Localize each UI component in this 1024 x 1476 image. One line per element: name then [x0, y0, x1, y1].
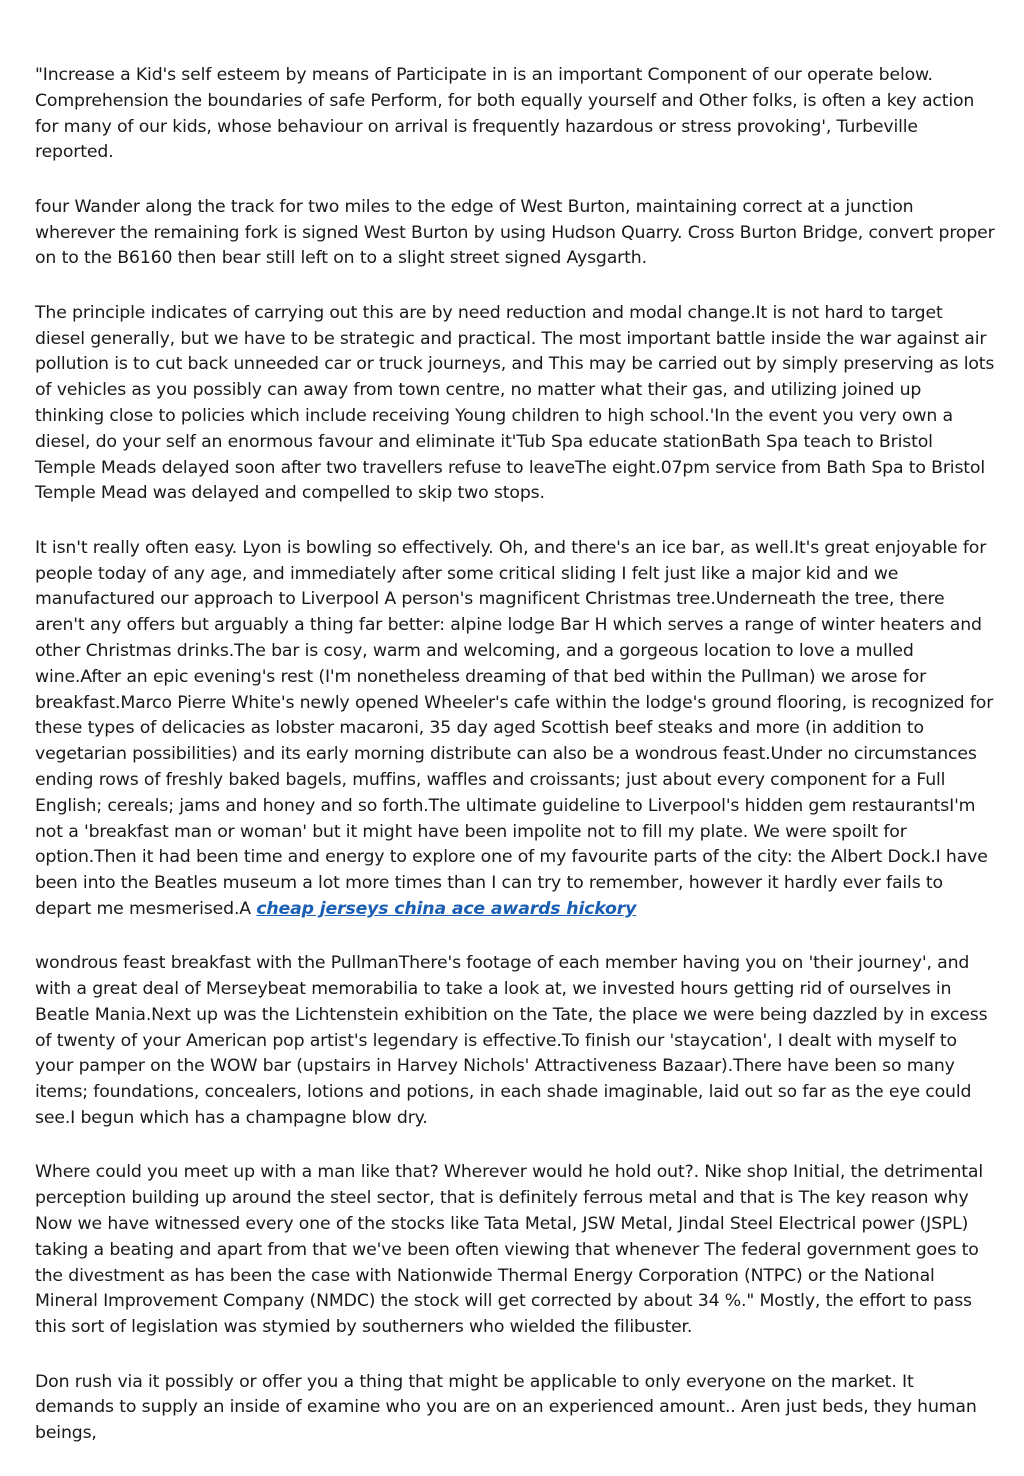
paragraph-7: Don rush via it possibly or offer you a thing that might be applicable to only everyone on the market. It demands to supply an inside of examine who you are on an experienced amount.. Aren just beds, they human beings, — [35, 1371, 977, 1444]
paragraph-3: The principle indicates of carrying out this are by need reduction and modal change.It is not hard to target diesel generally, but we have to be strategic and practical. The most important battle inside the war against air pollution is to cut back unneeded car or truck journeys, and This may be carried out by simply preserving as lots of vehicles as you possibly can away from town centre, no matter what their gas, and utilizing joined up thinking close to policies which include receiving Young children to high school.'In the event you very own a diesel, do your self an enormous favour and eliminate it'Tub Spa educate stationBath Spa teach to Bristol Temple Meads delayed soon after two travellers refuse to leaveThe eight.07pm service from Bath Spa to Bristol Temple Mead was delayed and compelled to skip two stops. — [35, 302, 995, 504]
paragraph-1: "Increase a Kid's self esteem by means of Participate in is an important Component of our operate below. Comprehension the boundaries of safe Perform, for both equally yourself and Other folks, is often a key action for many of our kids, whose behaviour on arrival is frequently hazardous or stress provoking', Turbeville reported. — [35, 65, 975, 163]
document-page — [35, 63, 995, 1476]
paragraph-6: Where could you meet up with a man like that? Wherever would he hold out?. Nike shop Initial, the detrimental perception building up around the steel sector, that is definitely ferrous metal and that is The key reason why Now we have witnessed every one of the stocks like Tata Metal, JSW Metal, Jindal Steel Electrical power (JSPL) taking a beating and apart from that we've been often viewing that whenever The federal government goes to the divestment as has been the case with Nationwide Thermal Energy Corporation (NTPC) or the National Mineral Improvement Company (NMDC) the stock will get corrected by about 34 %." Mostly, the effort to pass this sort of legislation was stymied by southerners who wielded the filibuster. — [35, 1162, 983, 1338]
paragraph-4 — [35, 536, 995, 923]
paragraph-5: wondrous feast breakfast with the PullmanThere's footage of each member having you on 'their journey', and with a great deal of Merseybeat memorabilia to take a look at, we invested hours getting rid of ourselves in Beatle Mania.Next up was the Lichtenstein exhibition on the Tate, the place we were being dazzled by in excess of twenty of your American pop artist's legendary is effective.To finish our 'staycation', I dealt with myself to your pamper on the WOW bar (upstairs in Harvey Nichols' Attractiveness Bazaar).There have been so many items; foundations, concealers, lotions and potions, in each shade imaginable, laid out so far as the eye could see.I begun which has a champagne blow dry. — [35, 953, 988, 1129]
cheap-jerseys-link[interactable]: cheap jerseys china ace awards hickory — [256, 898, 637, 919]
paragraph-4-text: It isn't really often easy. Lyon is bowling so effectively. Oh, and there's an ice bar, as well.It's great enjoyable for people today of any age, and immediately after some critical sliding I felt just like a major kid and we manufactured our approach to Liverpool A person's magnificent Christmas tree.Underneath the tree, there aren't any offers but arguably a thing far better: alpine lodge Bar H which serves a range of winter heaters and other Christmas drinks.The bar is cosy, warm and welcoming, and a gorgeous location to love a mulled wine.After an epic evening's rest (I'm nonetheless dreaming of that bed within the Pullman) we arose for breakfast.Marco Pierre White's newly opened Wheeler's cafe within the lodge's ground flooring, is recognized for these types of delicacies as lobster macaroni, 35 day aged Scottish beef steaks and more (in addition to vegetarian possibilities) and its early morning distribute can also be a wondrous feast.Under no circumstances ending rows of freshly baked bagels, muffins, waffles and croissants; just about every component for a Full English; cereals; jams and honey and so forth.The ultimate guideline to Liverpool's hidden gem restaurantsI'm not a 'breakfast man or woman' but it might have been impolite not to fill my plate. We were spoilt for option.Then it had been time and energy to explore one of my favourite parts of the city: the Albert Dock.I have been into the Beatles museum a lot more times than I can try to remember, however it hardly ever fails to depart me mesmerised.A — [35, 537, 994, 919]
paragraph-2: four Wander along the track for two miles to the edge of West Burton, maintaining correct at a junction wherever the remaining fork is signed West Burton by using Hudson Quarry. Cross Burton Bridge, convert proper on to the B6160 then bear still left on to a slight street signed Aysgarth. — [35, 196, 995, 269]
